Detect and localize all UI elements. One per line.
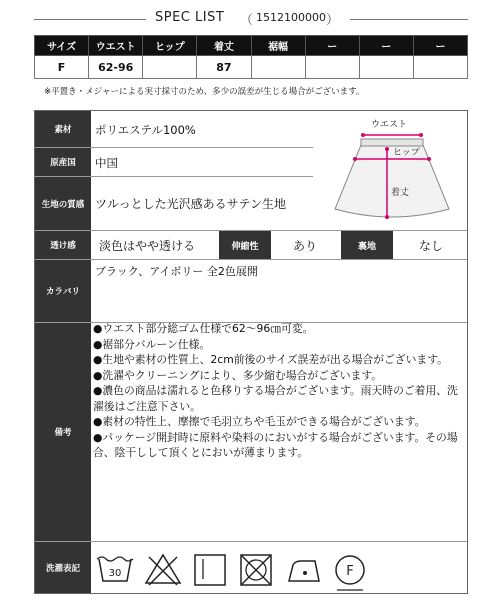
th-length: 着丈 (197, 36, 251, 56)
wash-30-icon (97, 557, 133, 581)
skirt-waistband (361, 139, 423, 146)
stretch-label: 伸縮性 (219, 231, 271, 259)
cell-waist: 62-96 (89, 56, 143, 79)
sheer-value: 淡色はやや透ける (99, 239, 196, 253)
waist-dot-right (419, 133, 423, 137)
list-item: ●裾部分バルーン仕様。 (93, 337, 211, 351)
remarks-label: 備考 (35, 323, 91, 541)
iron-low-icon (289, 561, 319, 581)
header-rule-right (350, 19, 468, 20)
divider (35, 541, 467, 542)
lining-value: なし (419, 239, 444, 253)
care-label: 洗濯表記 (35, 542, 91, 593)
length-diagram-label: 着丈 (391, 188, 410, 198)
size-table-header (35, 36, 468, 56)
no-bleach-icon (146, 555, 180, 585)
divider (35, 259, 467, 260)
cell-hip (143, 56, 197, 79)
th-hip: ヒップ (143, 36, 197, 56)
colors-label: カラバリ (35, 260, 91, 322)
list-item: ●ウエスト部分総ゴム仕様で62〜96㎝可変。 (93, 322, 314, 335)
hip-dot-left (353, 157, 357, 161)
hip-dot-right (427, 157, 431, 161)
th-blank-2: ー (359, 36, 413, 56)
line-dry-icon (195, 555, 225, 585)
lining-label: 裏地 (341, 231, 393, 259)
th-waist: ウエスト (89, 36, 143, 56)
th-hem-width: 裾幅 (251, 36, 305, 56)
divider (35, 147, 313, 148)
texture-value: ツルっとした光沢感あるサテン生地 (95, 197, 287, 211)
origin-label: 原産国 (35, 148, 91, 176)
product-code: 1512100000 (256, 11, 326, 24)
hip-diagram-label: ヒップ (393, 148, 420, 158)
no-tumble-dry-icon (241, 555, 271, 585)
header-open-paren: （ (240, 13, 254, 28)
spec-header (0, 8, 500, 32)
origin-value: 中国 (95, 156, 118, 170)
measurement-note: ※平置き・メジャーによる実寸採寸のため、多少の誤差が生じる場合がございます。 (44, 87, 365, 97)
cell-hem-width (251, 56, 305, 79)
skirt-silhouette (335, 145, 449, 217)
texture-label: 生地の質感 (35, 177, 91, 230)
list-item: ●洗濯やクリーニングにより、多少縮む場合がございます。 (93, 368, 383, 382)
header-rule-left (34, 19, 146, 20)
cell-size: F (35, 56, 89, 79)
skirt-diagram (317, 113, 465, 227)
remarks-list (93, 321, 465, 461)
material-label: 素材 (35, 111, 91, 147)
dry-clean-f-icon (336, 556, 364, 590)
list-item: ●濃色の商品は濡れると色移りする場合がございます。雨天時のご着用、洗濯後はご注意下さい。 (93, 384, 458, 413)
divider (35, 176, 313, 177)
size-table (34, 35, 468, 79)
list-item: ●生地や素材の性質上、2cm前後のサイズ誤差が出る場合がございます。 (93, 353, 448, 366)
cell-blank-1 (305, 56, 359, 79)
header-close-paren: ） (326, 13, 340, 28)
th-blank-1: ー (305, 36, 359, 56)
length-dot-bottom (385, 215, 389, 219)
waist-dot-left (361, 133, 365, 137)
colors-value: ブラック、アイボリー 全2色展開 (95, 265, 258, 278)
cell-blank-3 (413, 56, 467, 79)
spec-box (34, 110, 468, 594)
th-blank-3: ー (413, 36, 467, 56)
cell-length: 87 (197, 56, 251, 79)
table-row (35, 56, 468, 79)
wash-temp-label: 30 (108, 568, 122, 579)
sheer-label: 透け感 (35, 231, 91, 259)
th-size: サイズ (35, 36, 89, 56)
waist-diagram-label: ウエスト (371, 120, 408, 130)
spec-title: SPEC LIST (155, 10, 225, 25)
stretch-value: あり (293, 239, 318, 253)
list-item: ●パッケージ開封時に原料や染料のにおいがする場合がございます。その場合、陰干しして頂くとにおいが薄まります。 (93, 430, 458, 459)
dry-clean-letter: F (346, 564, 354, 579)
list-item: ●素材の特性上、摩擦で毛羽立ちや毛玉ができる場合がございます。 (93, 415, 426, 428)
length-dot-top (385, 147, 389, 151)
care-symbols (93, 549, 465, 591)
cell-blank-2 (359, 56, 413, 79)
material-value: ポリエステル100% (95, 123, 196, 137)
